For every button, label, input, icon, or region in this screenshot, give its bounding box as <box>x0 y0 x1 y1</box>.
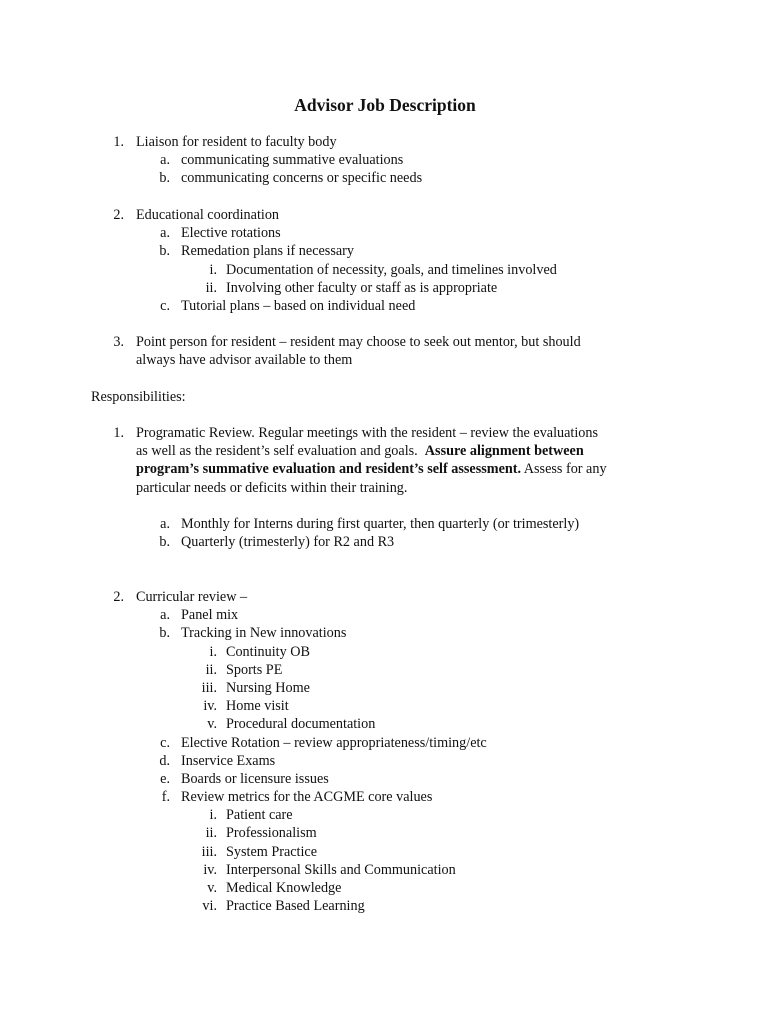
list-item <box>0 515 770 533</box>
list-marker: c. <box>160 734 170 751</box>
list-item <box>0 261 770 279</box>
list-text: Review metrics for the ACGME core values <box>181 789 433 806</box>
list-item <box>0 806 770 824</box>
list-marker: 3. <box>113 334 124 350</box>
list-item <box>0 752 770 770</box>
list-text: Involving other faculty or staff as is appropriate <box>226 279 498 296</box>
list-item <box>0 151 770 169</box>
list-item <box>0 843 770 861</box>
list-marker: iii. <box>201 843 217 860</box>
list-item <box>0 897 770 915</box>
list-item <box>0 588 770 606</box>
responsibility-1-subs <box>0 515 770 551</box>
list-marker: a. <box>160 152 170 169</box>
list-item <box>0 624 770 642</box>
section-heading <box>0 388 770 406</box>
list-item <box>0 169 770 187</box>
list-text: Continuity OB <box>226 643 310 660</box>
list-text: Elective Rotation – review appropriateness/timing/etc <box>181 734 487 751</box>
list-item <box>0 715 770 733</box>
list-marker: ii. <box>205 825 217 842</box>
list-text: Home visit <box>226 698 289 715</box>
list-marker: b. <box>159 534 170 551</box>
list-text <box>136 442 584 460</box>
plain-text: as well as the resident’s self evaluation and goals. <box>136 443 425 460</box>
list-text: Inservice Exams <box>181 752 276 769</box>
duty-2 <box>0 206 770 315</box>
list-text: Medical Knowledge <box>226 880 342 896</box>
list-marker: i. <box>209 643 217 660</box>
list-item <box>0 242 770 260</box>
list-text: Curricular review – <box>136 589 248 605</box>
list-marker: a. <box>160 607 170 624</box>
list-marker: c. <box>160 297 170 314</box>
list-item <box>0 824 770 842</box>
list-item <box>0 279 770 297</box>
list-item <box>0 533 770 551</box>
list-text: Point person for resident – resident may choose to seek out mentor, but should <box>136 334 581 350</box>
list-text: Boards or licensure issues <box>181 770 329 787</box>
list-text: Monthly for Interns during first quarter, then quarterly (or trimesterly) <box>181 516 580 532</box>
list-item <box>0 734 770 752</box>
list-item <box>0 297 770 315</box>
responsibilities-heading: Responsibilities: <box>91 389 186 405</box>
list-text: Practice Based Learning <box>226 898 365 915</box>
list-text: Educational coordination <box>136 207 280 223</box>
duty-3 <box>0 333 770 369</box>
list-item-continuation <box>0 460 770 478</box>
document-title: Advisor Job Description <box>294 95 476 115</box>
list-item-continuation <box>0 479 770 497</box>
list-item <box>0 133 770 151</box>
list-marker: 1. <box>113 425 124 441</box>
bold-text: program’s summative evaluation and resident’s self assessment. <box>136 461 522 478</box>
list-item <box>0 206 770 224</box>
list-text: System Practice <box>226 843 318 860</box>
list-marker: b. <box>159 243 170 260</box>
duty-1 <box>0 133 770 188</box>
list-text: particular needs or deficits within their training. <box>136 479 408 496</box>
list-item <box>0 861 770 879</box>
bold-text: Assure alignment between <box>424 443 584 460</box>
list-marker: b. <box>159 170 170 187</box>
list-text: Professionalism <box>226 825 317 842</box>
responsibility-1 <box>0 424 770 497</box>
list-marker: vi. <box>202 898 217 915</box>
list-text: Tracking in New innovations <box>181 625 347 642</box>
list-text: always have advisor available to them <box>136 352 353 369</box>
list-text: Sports PE <box>226 661 283 678</box>
list-item <box>0 643 770 661</box>
list-text: Interpersonal Skills and Communication <box>226 861 456 878</box>
list-marker: a. <box>160 516 170 532</box>
list-marker: i. <box>209 807 217 824</box>
list-marker: i. <box>209 261 217 278</box>
list-marker: 1. <box>113 134 124 150</box>
list-text: communicating concerns or specific needs <box>181 170 423 187</box>
list-item <box>0 770 770 788</box>
list-text: Programatic Review. Regular meetings with the resident – review the evaluations <box>136 425 599 441</box>
list-marker: b. <box>159 625 170 642</box>
list-marker: e. <box>160 770 170 787</box>
list-marker: v. <box>207 716 217 733</box>
list-text: communicating summative evaluations <box>181 152 404 169</box>
list-text: Tutorial plans – based on individual need <box>181 297 416 314</box>
plain-text: Assess for any <box>521 461 607 478</box>
list-item <box>0 224 770 242</box>
list-marker: iv. <box>203 698 217 715</box>
list-text: Patient care <box>226 807 293 824</box>
list-item <box>0 424 770 442</box>
list-marker: f. <box>161 789 170 806</box>
list-item <box>0 879 770 897</box>
list-item-continuation <box>0 442 770 460</box>
list-text: Procedural documentation <box>226 716 376 733</box>
list-text: Liaison for resident to faculty body <box>136 134 337 150</box>
list-text: Elective rotations <box>181 225 281 242</box>
list-item <box>0 697 770 715</box>
list-text: Panel mix <box>181 607 239 624</box>
list-marker: v. <box>207 880 217 896</box>
list-marker: 2. <box>113 207 124 223</box>
list-item <box>0 606 770 624</box>
list-item <box>0 788 770 806</box>
responsibilities-section <box>0 388 770 406</box>
list-text <box>136 460 607 478</box>
list-marker: iv. <box>203 861 217 878</box>
list-text: Nursing Home <box>226 679 310 696</box>
list-marker: iii. <box>201 679 217 696</box>
list-text: Documentation of necessity, goals, and timelines involved <box>226 261 557 278</box>
list-marker: ii. <box>205 279 217 296</box>
responsibility-2 <box>0 588 770 915</box>
list-text: Quarterly (trimesterly) for R2 and R3 <box>181 534 395 551</box>
list-text: Remedation plans if necessary <box>181 243 354 260</box>
list-marker: a. <box>160 225 170 242</box>
list-item <box>0 333 770 351</box>
list-item <box>0 679 770 697</box>
list-marker: ii. <box>205 661 217 678</box>
list-marker: 2. <box>113 589 124 605</box>
list-item <box>0 661 770 679</box>
list-marker: d. <box>159 752 170 769</box>
list-item-continuation <box>0 351 770 369</box>
